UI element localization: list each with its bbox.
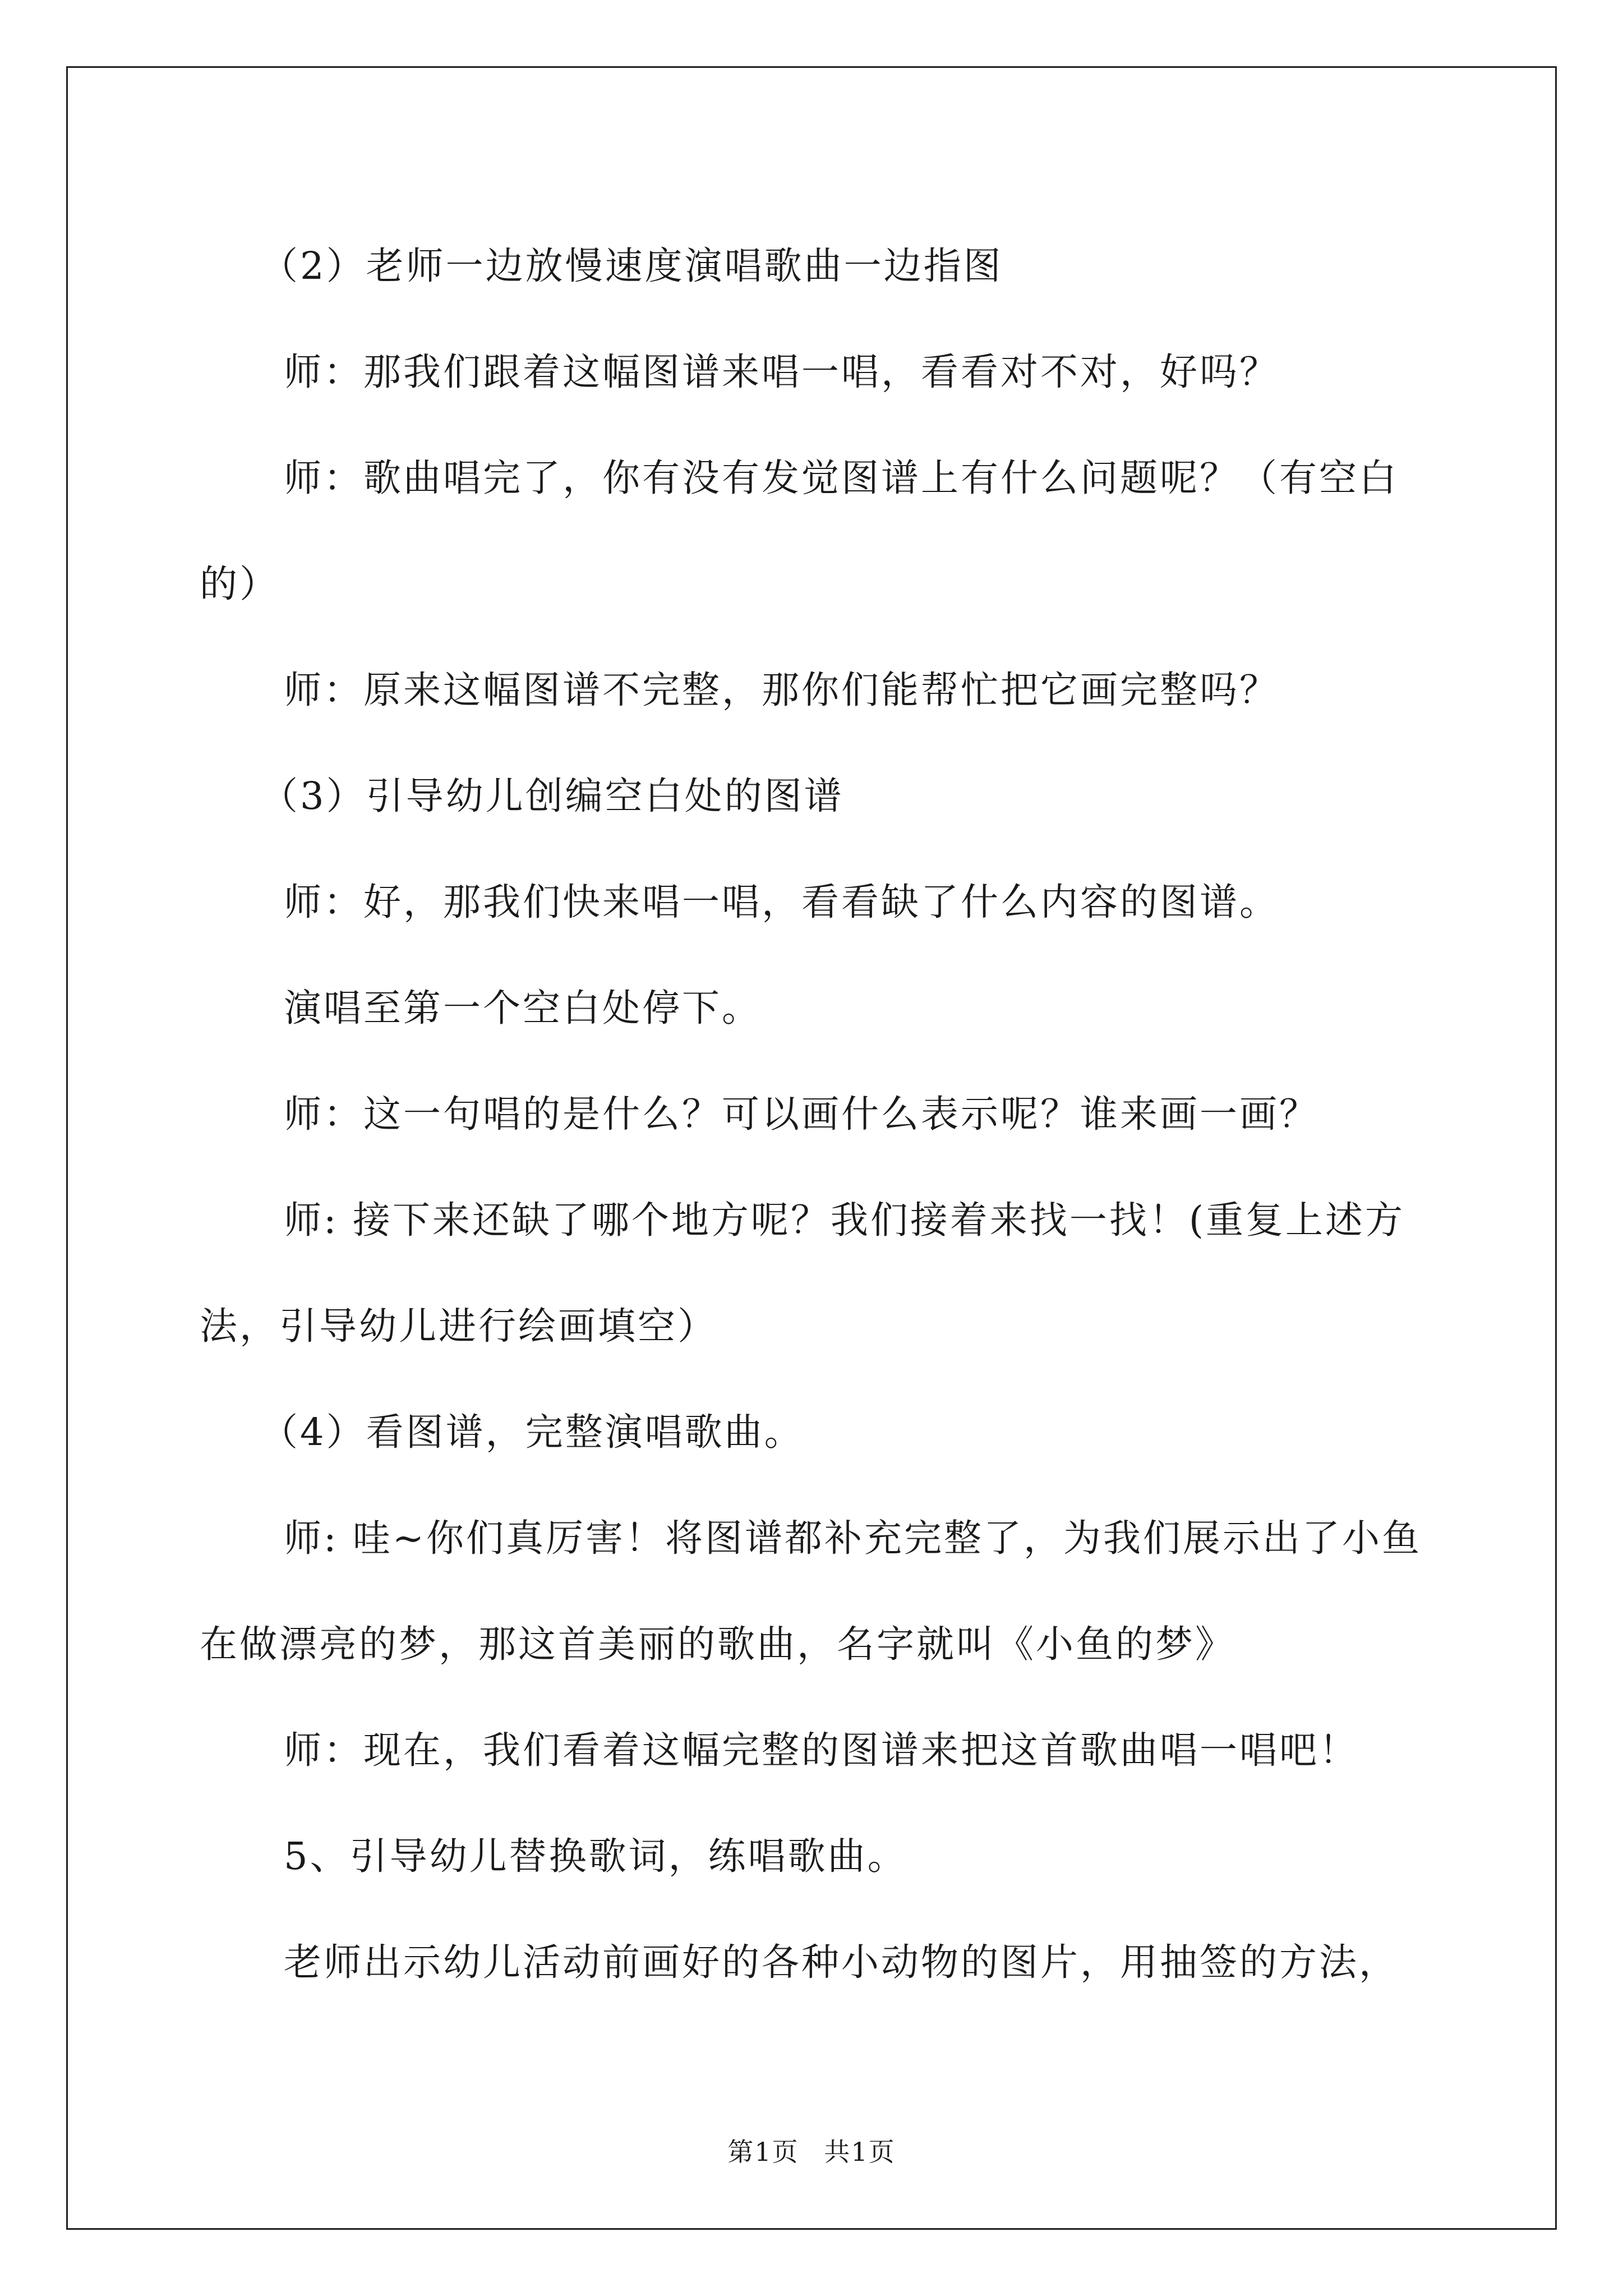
paragraph-line: 法，引导幼儿进行绘画填空） bbox=[200, 1304, 717, 1348]
page-footer bbox=[0, 2132, 1623, 2169]
paragraph-line: 师: 哇~你们真厉害！将图谱都补充完整了，为我们展示出了小鱼 bbox=[284, 1516, 1422, 1560]
paragraph-line: 师：歌曲唱完了，你有没有发觉图谱上有什么问题呢？（有空白 bbox=[284, 456, 1399, 500]
paragraph-line: （2）老师一边放慢速度演唱歌曲一边指图 bbox=[260, 244, 1003, 288]
paragraph-line: 老师出示幼儿活动前画好的各种小动物的图片，用抽签的方法， bbox=[284, 1940, 1399, 1984]
paragraph-line: 师: 接下来还缺了哪个地方呢？我们接着来找一找！(重复上述方 bbox=[284, 1198, 1405, 1242]
paragraph-line: 的） bbox=[200, 562, 279, 606]
paragraph-line: 在做漂亮的梦，那这首美丽的歌曲，名字就叫《小鱼的梦》 bbox=[200, 1622, 1235, 1666]
paragraph-line: （3）引导幼儿创编空白处的图谱 bbox=[260, 774, 844, 818]
page-number-total: 共1页 bbox=[824, 2137, 896, 2167]
paragraph-line: 师：那我们跟着这幅图谱来唱一唱，看看对不对，好吗？ bbox=[284, 350, 1279, 394]
paragraph-line: 师：好，那我们快来唱一唱，看看缺了什么内容的图谱。 bbox=[284, 880, 1279, 924]
document-body bbox=[200, 213, 1433, 2016]
paragraph-line: 5、引导幼儿替换歌词，练唱歌曲。 bbox=[284, 1834, 907, 1878]
paragraph-line: 师：原来这幅图谱不完整，那你们能帮忙把它画完整吗？ bbox=[284, 668, 1279, 712]
page-number-current: 第1页 bbox=[727, 2137, 799, 2167]
paragraph-line: 演唱至第一个空白处停下。 bbox=[284, 986, 762, 1030]
paragraph-line: 师：现在，我们看着这幅完整的图谱来把这首歌曲唱一唱吧！ bbox=[284, 1728, 1359, 1772]
paragraph-line: 师：这一句唱的是什么？可以画什么表示呢？谁来画一画？ bbox=[284, 1092, 1319, 1136]
paragraph-line: （4）看图谱，完整演唱歌曲。 bbox=[260, 1410, 804, 1454]
